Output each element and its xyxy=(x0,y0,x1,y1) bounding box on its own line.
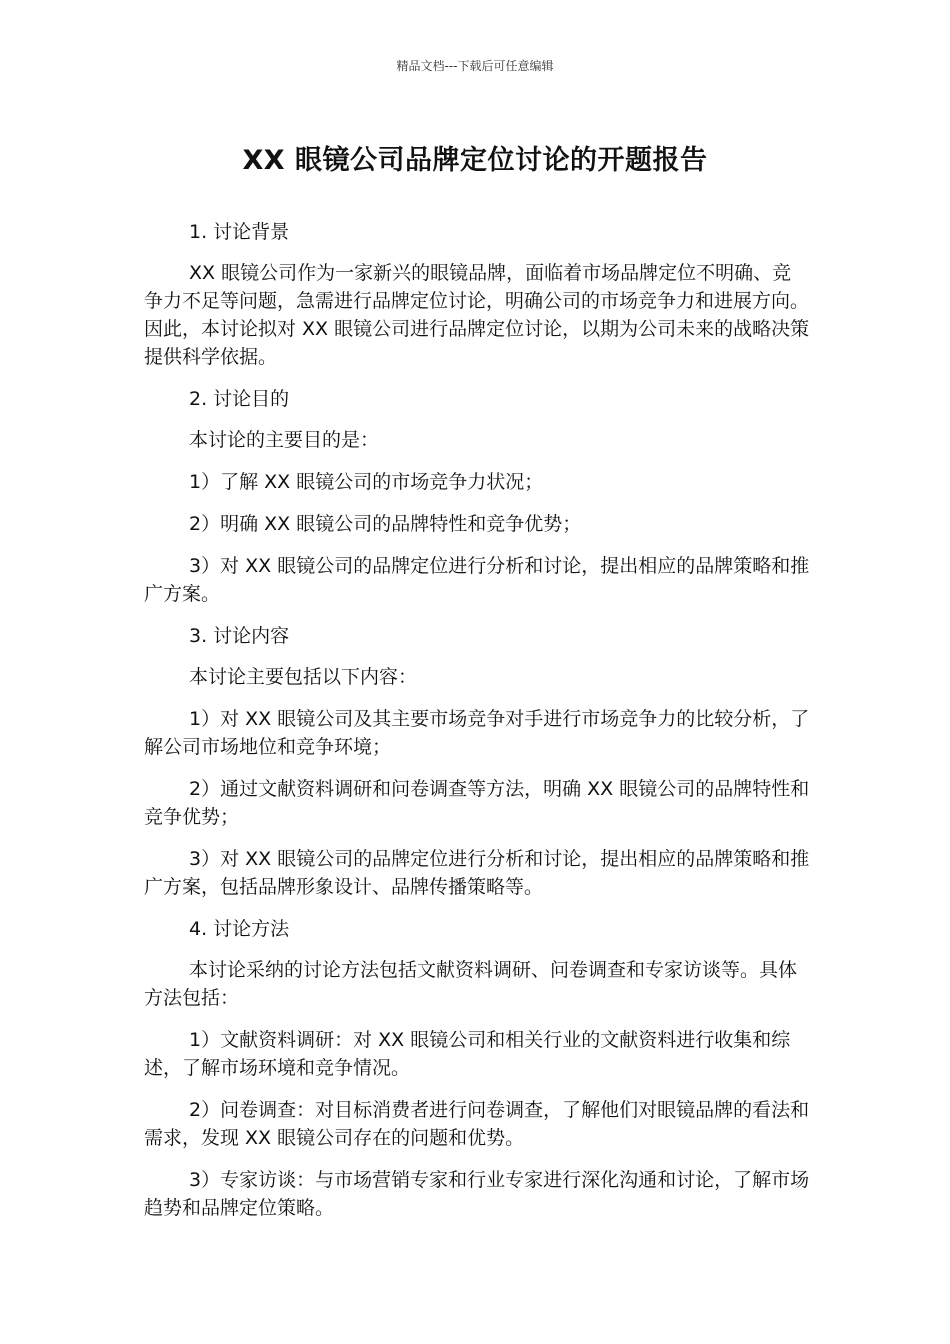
list-item-method-3: 3）专家访谈：与市场营销专家和行业专家进行深化沟通和讨论，了解市场趋势和品牌定位策略。 xyxy=(144,1169,810,1219)
paragraph-method-intro: 本讨论采纳的讨论方法包括文献资料调研、问卷调查和专家访谈等。具体方法包括： xyxy=(144,959,798,1009)
list-item-method-2: 2）问卷调查：对目标消费者进行问卷调查，了解他们对眼镜品牌的看法和需求，发现 XX 眼镜公司存在的问题和优势。 xyxy=(144,1099,810,1149)
section-heading-content: 3. 讨论内容 xyxy=(189,625,290,647)
paragraph-background: XX 眼镜公司作为一家新兴的眼镜品牌，面临着市场品牌定位不明确、竞争力不足等问题，急需进行品牌定位讨论，明确公司的市场竞争力和进展方向。因此，本讨论拟对 XX 眼镜公司进行品牌定位讨论，以期为公司未来的战略决策提供科学依据。 xyxy=(144,262,810,368)
list-item-purpose-1: 1）了解 XX 眼镜公司的市场竞争力状况； xyxy=(189,471,544,493)
document-body xyxy=(144,218,810,1236)
paragraph-content-intro: 本讨论主要包括以下内容： xyxy=(189,666,418,688)
header-note: 精品文档---下载后可任意编辑 xyxy=(396,59,554,73)
document-title: XX 眼镜公司品牌定位讨论的开题报告 xyxy=(242,145,708,176)
paragraph-purpose-intro: 本讨论的主要目的是： xyxy=(189,429,380,451)
list-item-purpose-3: 3）对 XX 眼镜公司的品牌定位进行分析和讨论，提出相应的品牌策略和推广方案。 xyxy=(144,555,810,605)
section-heading-background: 1. 讨论背景 xyxy=(189,221,290,243)
list-item-content-2: 2）通过文献资料调研和问卷调查等方法，明确 XX 眼镜公司的品牌特性和竞争优势； xyxy=(144,778,810,828)
section-heading-purpose: 2. 讨论目的 xyxy=(189,388,290,410)
list-item-purpose-2: 2）明确 XX 眼镜公司的品牌特性和竞争优势； xyxy=(189,513,582,535)
list-item-content-1: 1）对 XX 眼镜公司及其主要市场竞争对手进行市场竞争力的比较分析，了解公司市场地位和竞争环境； xyxy=(144,708,810,758)
list-item-content-3: 3）对 XX 眼镜公司的品牌定位进行分析和讨论，提出相应的品牌策略和推广方案，包括品牌形象设计、品牌传播策略等。 xyxy=(144,848,810,898)
section-heading-method: 4. 讨论方法 xyxy=(189,918,290,940)
list-item-method-1: 1）文献资料调研：对 XX 眼镜公司和相关行业的文献资料进行收集和综述，了解市场环境和竞争情况。 xyxy=(144,1029,791,1079)
